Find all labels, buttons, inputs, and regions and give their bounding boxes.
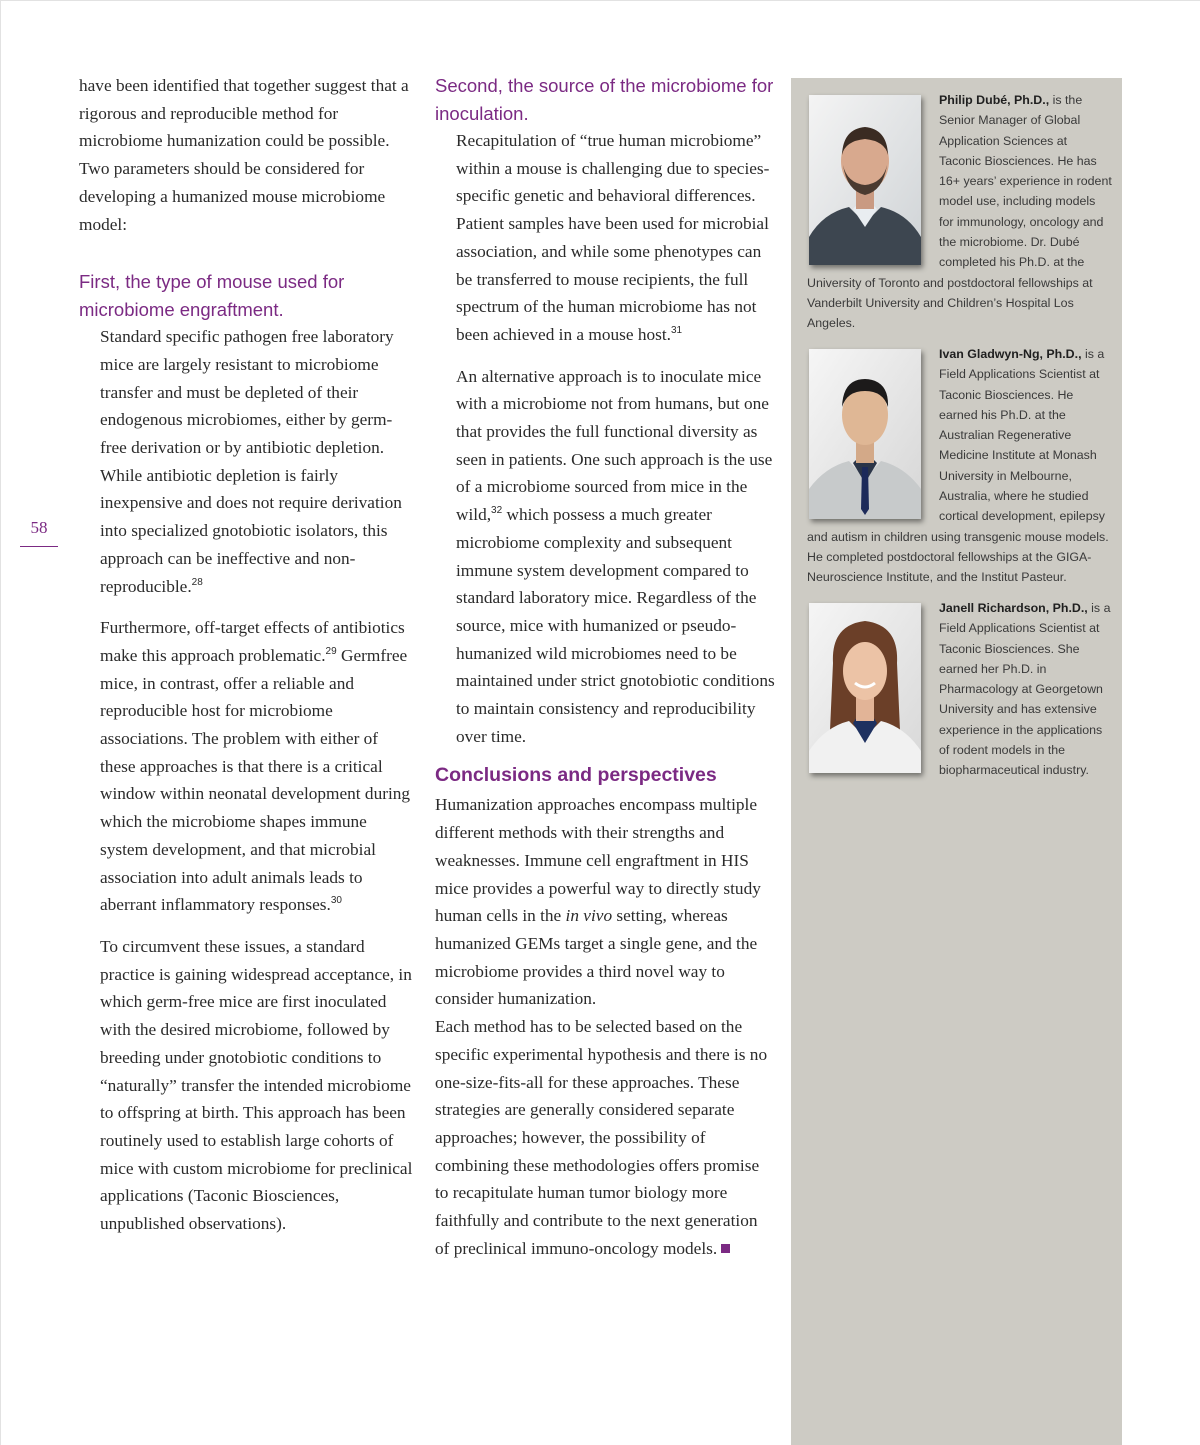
portrait-illustration	[809, 603, 921, 773]
article-column-1	[79, 72, 414, 1238]
author-name: Philip Dubé, Ph.D.,	[939, 93, 1050, 107]
reference-superscript: 32	[491, 505, 503, 517]
portrait-illustration	[809, 95, 921, 265]
author-photo	[809, 95, 921, 265]
paragraph-antibiotic-depletion	[79, 323, 414, 600]
reference-superscript: 29	[325, 645, 337, 657]
paragraph-text: Germfree mice, in contrast, offer a reliable and reproducible host for microbiome associations. The problem with either of these approaches is that there is a critical window within neonatal development during which the microbiome shapes immune system development, and that microbial association into adult animals leads to aberrant inflammatory responses.	[100, 645, 411, 915]
paragraph-alternative-approach	[435, 363, 775, 751]
author-description: is a Field Applications Scientist at Taconic Biosciences. She earned her Ph.D. in Pharmacology at Georgetown University and has extensive experience in the applications of rodent models in the biopharmaceutical industry.	[939, 601, 1111, 778]
section-heading-conclusions: Conclusions and perspectives	[435, 764, 717, 787]
article-column-2	[435, 72, 775, 1262]
intro-paragraph: have been identified that together suggest that a rigorous and reproducible method for microbiome humanization could be possible. Two parameters should be considered for developing a humanized mouse microbiome model:	[79, 76, 409, 234]
paragraph-text: Humanization approaches encompass multiple different methods with their strengths and weaknesses. Immune cell engraftment in HIS mice provides a powerful way to directly study human cells in the	[435, 795, 761, 926]
page-edge-top	[0, 0, 1200, 1]
paragraph-text: which possess a much greater microbiome complexity and subsequent immune system development compared to standard laboratory mice. Regardless of the source, mice with humanized or pseudo-humanized wild microbiomes need to be maintained under strict gnotobiotic conditions to maintain consistency and reproducibility over time.	[456, 505, 775, 746]
paragraph-text: setting, whereas humanized GEMs target a single gene, and the microbiome provides a third novel way to consider humanization.	[435, 906, 758, 1009]
italic-term: in vivo	[565, 906, 613, 926]
paragraph-text: Each method has to be selected based on the specific experimental hypothesis and there is no one-size-fits-all for these approaches. These strategies are generally considered separate approaches; however, the possibility of combining these methodologies offers promise to recapitulate human tumor biology more faithfully and contribute to the next generation of preclinical immuno-oncology models.	[435, 1017, 768, 1258]
reference-superscript: 28	[191, 576, 203, 588]
section-heading-microbiome-source: Second, the source of the microbiome for inoculation.	[435, 75, 774, 124]
author-description: is the Senior Manager of Global Application Sciences at Taconic Biosciences. He has 16+ years’ experience in rodent model use, including models for immunology, oncology and the microbiome. Dr. Dubé completed his Ph.D. at the University of Toronto and postdoctoral fellowships at Vanderbilt University and Children’s Hospital Los Angeles.	[807, 93, 1112, 331]
paragraph-conclusions-1	[435, 791, 775, 1013]
section-heading-mouse-type: First, the type of mouse used for microbiome engraftment.	[79, 271, 345, 320]
author-bio-sidebar	[791, 78, 1122, 1445]
author-name: Ivan Gladwyn-Ng, Ph.D.,	[939, 347, 1082, 361]
paragraph-text: An alternative approach is to inoculate mice with a microbiome not from humans, but one that provides the full functional diversity as seen in patients. One such approach is the use of a microbiome sourced from mice in the wild,	[456, 366, 773, 525]
portrait-illustration	[809, 349, 921, 519]
author-bio	[807, 344, 1112, 588]
author-description: is a Field Applications Scientist at Taconic Biosciences. He earned his Ph.D. at the Australian Regenerative Medicine Institute at Monash University in Melbourne, Australia, where he studied cortical development, epilepsy and autism in children using transgenic mouse models. He completed postdoctoral fellowships at the GIGA-Neuroscience Institute, and the Institut Pasteur.	[807, 347, 1109, 585]
reference-superscript: 31	[671, 324, 683, 336]
end-of-article-mark	[721, 1244, 730, 1253]
paragraph-text: Standard specific pathogen free laboratory mice are largely resistant to microbiome transfer and must be depleted of their endogenous microbiomes, either by germ-free derivation or by antibiotic depletion. While antibiotic depletion is fairly inexpensive and does not require derivation into specialized gnotobiotic isolators, this approach can be ineffective and non-reproducible.	[100, 327, 402, 596]
page-edge-left	[0, 0, 1, 1445]
page-number-rule	[20, 546, 58, 547]
paragraph-text: Recapitulation of “true human microbiome” within a mouse is challenging due to species-specific genetic and behavioral differences. Patient samples have been used for microbial association, and while some phenotypes can be transferred to mouse recipients, the full spectrum of the human microbiome has not been achieved in a mouse host.	[456, 131, 770, 344]
page-number: 58	[30, 518, 48, 537]
reference-superscript: 30	[330, 895, 342, 907]
paragraph-text: Furthermore, off-target effects of antibiotics make this approach problematic.	[100, 618, 405, 665]
author-bio	[807, 598, 1112, 781]
author-photo	[809, 349, 921, 519]
paragraph-true-human-microbiome	[435, 127, 775, 349]
paragraph-standard-practice: To circumvent these issues, a standard practice is gaining widespread acceptance, in which germ-free mice are first inoculated with the desired microbiome, followed by breeding under gnotobiotic conditions to “naturally” transfer the intended microbiome to offspring at birth. This approach has been routinely used to establish large cohorts of mice with custom microbiome for preclinical applications (Taconic Biosciences, unpublished observations).	[100, 936, 413, 1234]
author-photo	[809, 603, 921, 773]
paragraph-germfree-mice	[79, 614, 414, 919]
author-name: Janell Richardson, Ph.D.,	[939, 601, 1088, 615]
author-bio	[807, 90, 1112, 334]
paragraph-conclusions-2	[435, 1013, 775, 1262]
